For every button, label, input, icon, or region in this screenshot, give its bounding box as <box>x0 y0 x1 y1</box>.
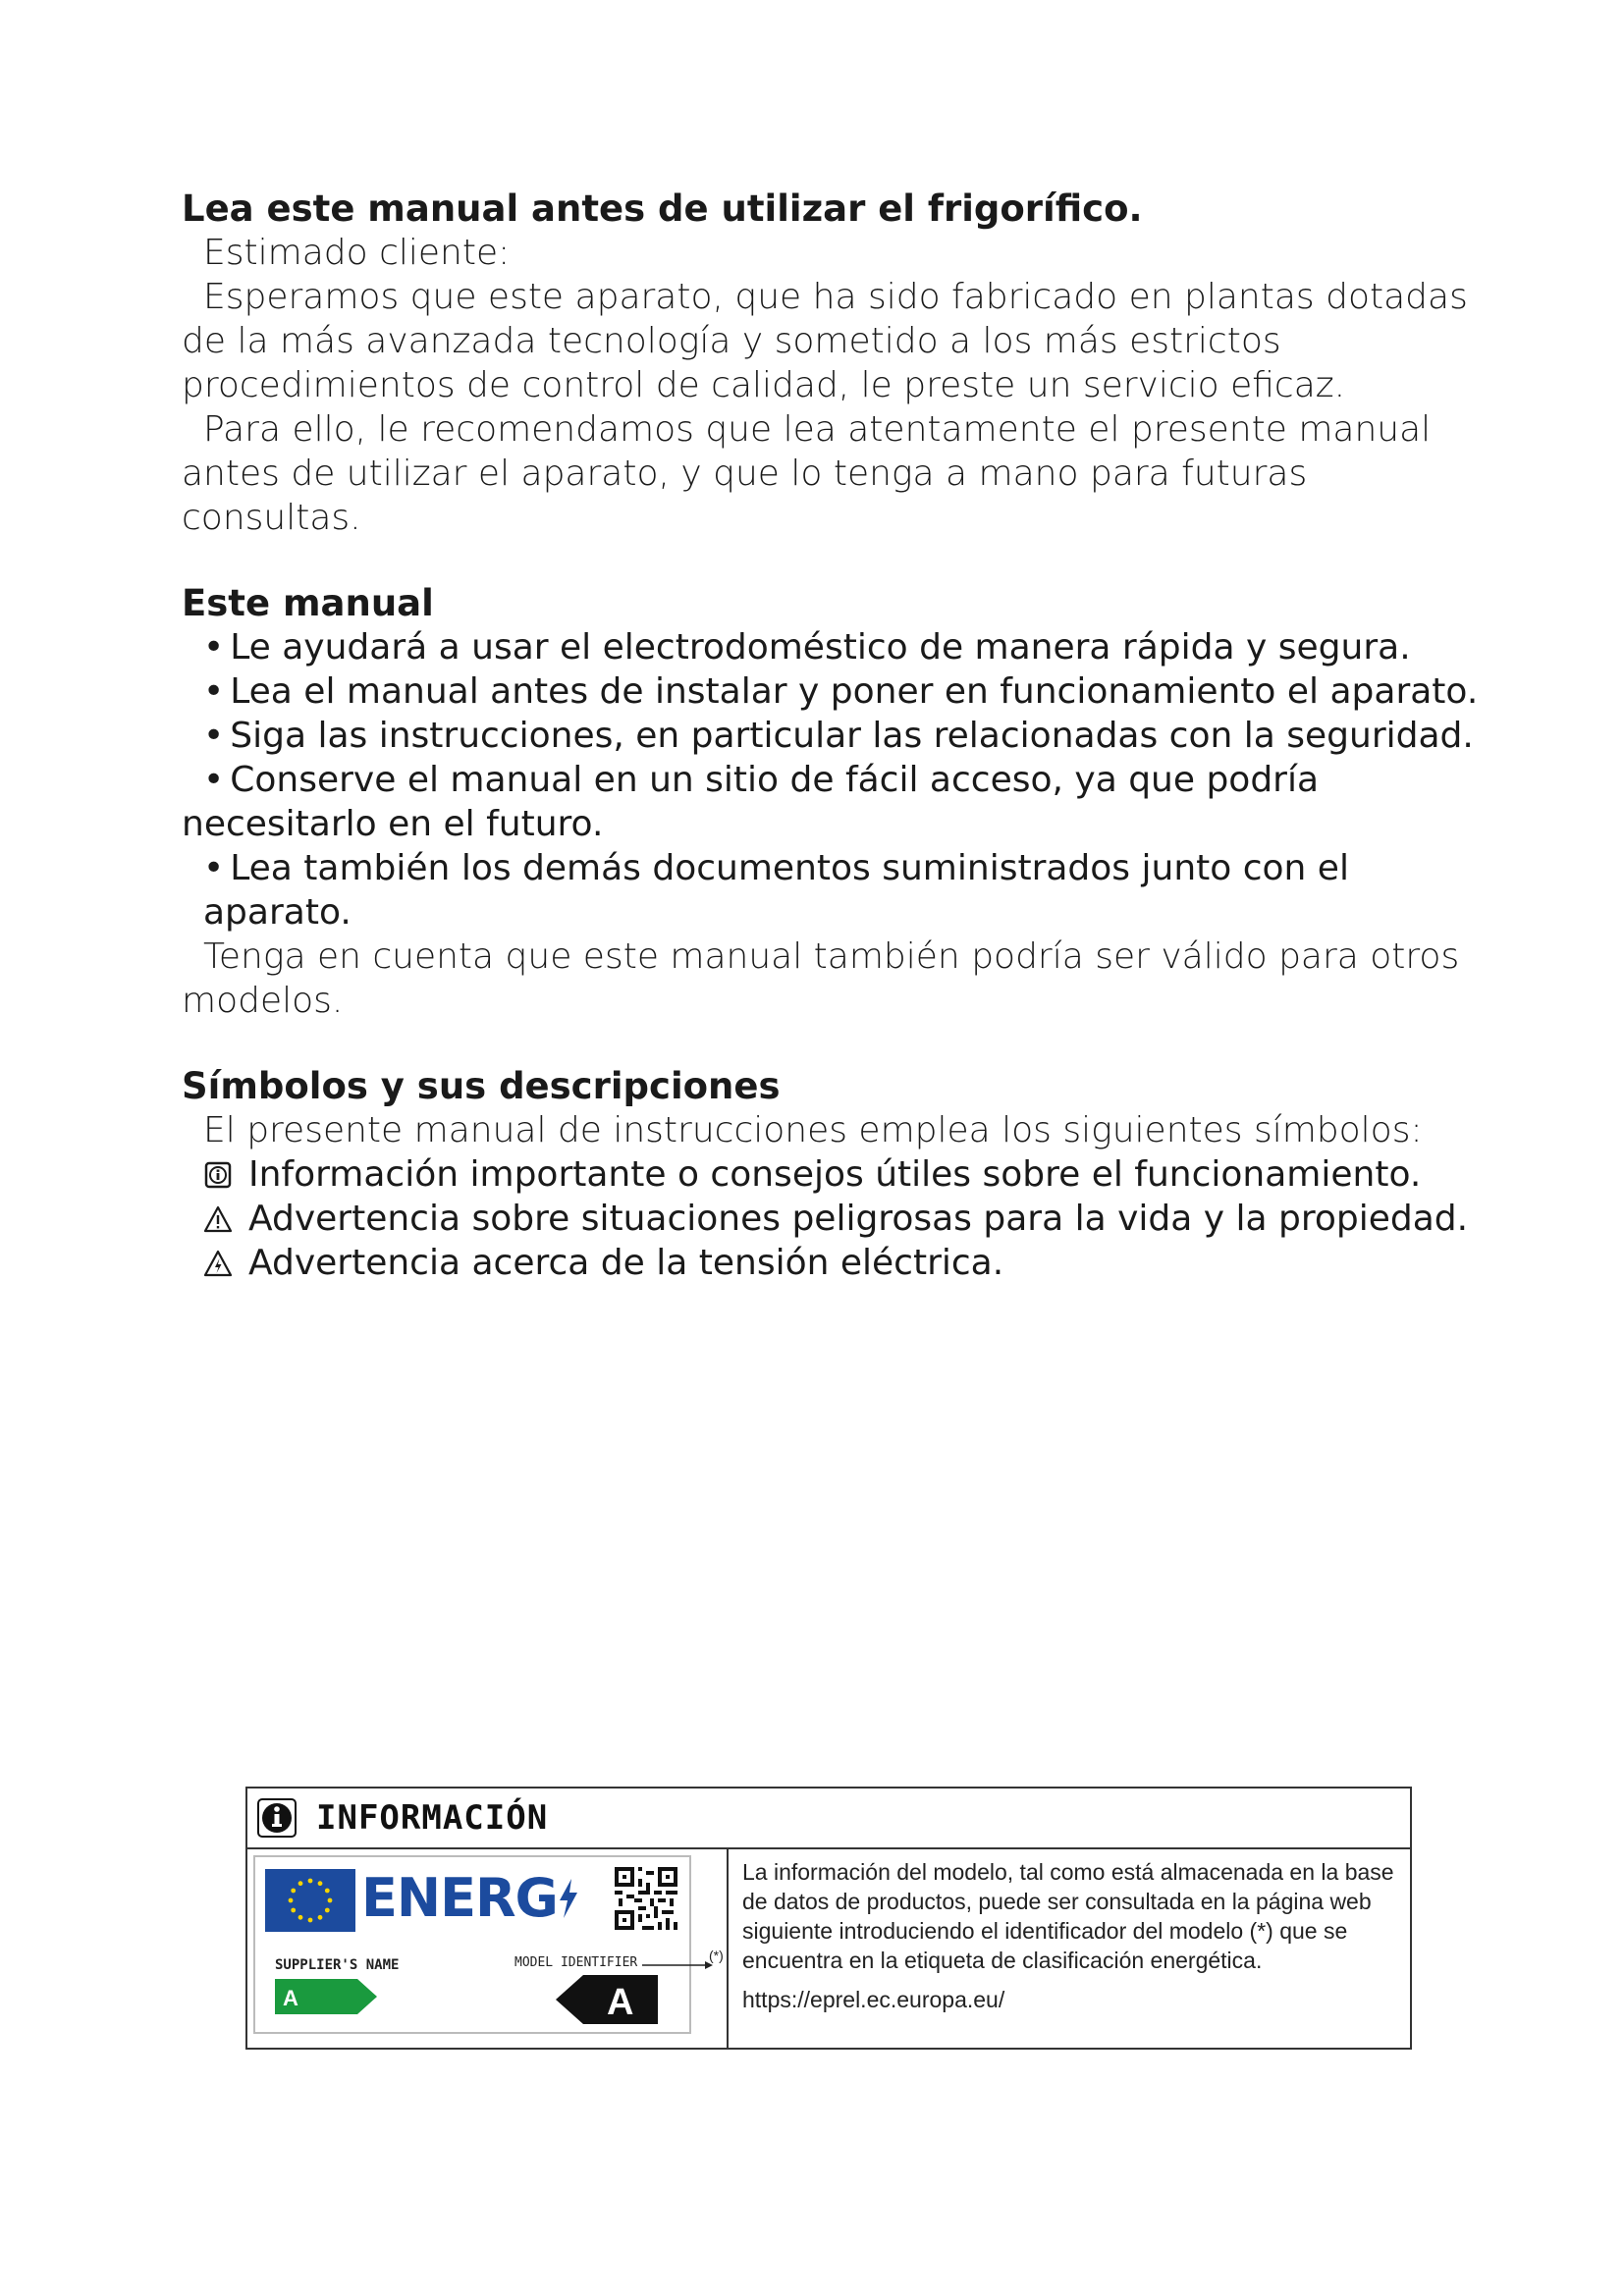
energy-label-wordmark: ENERG <box>361 1869 579 1928</box>
energy-class-arrow-small <box>275 1979 377 2014</box>
manual-note: Tenga en cuenta que este manual también podría ser válido para otros modelos. <box>182 936 1460 1021</box>
model-identifier-note: (*) <box>709 1948 724 1963</box>
intro-paragraph-2: Para ello, le recomendamos que lea atentamente el presente manual antes de utilizar el aparato, y que lo tenga a mano para futuras consultas. <box>182 409 1432 538</box>
lightning-icon <box>558 1877 579 1920</box>
list-item: • Lea el manual antes de instalar y poner en funcionamiento el aparato. <box>203 671 1479 712</box>
list-item: • Le ayudará a usar el electrodoméstico de manera rápida y segura. <box>203 627 1411 667</box>
info-icon <box>257 1798 297 1838</box>
eu-flag-bg <box>265 1869 355 1932</box>
qr-code-icon <box>615 1867 677 1930</box>
symbol-text: Advertencia acerca de la tensión eléctrica. <box>248 1243 1004 1283</box>
greeting: Estimado cliente: <box>203 233 511 273</box>
intro-paragraph-1: Esperamos que este aparato, que ha sido fabricado en plantas dotadas de la más avanzada tecnología y sometido a los más estrictos procedimientos de control de calidad, le preste un servicio eficaz. <box>182 277 1468 405</box>
symbols-intro: El presente manual de instrucciones emplea los siguientes símbolos: <box>203 1110 1423 1150</box>
manual-bullet-list <box>182 625 1497 934</box>
info-icon <box>203 1160 233 1190</box>
model-identifier: MODEL IDENTIFIER <box>514 1955 638 1970</box>
energy-class-arrow-big <box>556 1975 658 2024</box>
symbol-text: Información importante o consejos útiles sobre el funcionamiento. <box>248 1154 1422 1195</box>
list-item: • Conserve el manual en un sitio de fácil acceso, ya que podría necesitarlo en el futuro. <box>182 760 1320 844</box>
symbols-section-title: Símbolos y sus descripciones <box>182 1065 781 1107</box>
class-a-small-letter: A <box>283 1986 298 2010</box>
warning-icon <box>203 1249 233 1278</box>
manual-section-title: Este manual <box>182 582 434 624</box>
arrow-right-icon <box>642 1961 713 1969</box>
intro-title: Lea este manual antes de utilizar el frigorífico. <box>182 187 1143 230</box>
information-box <box>245 1787 1412 2050</box>
eprel-link[interactable]: https://eprel.ec.europa.eu/ <box>742 1987 1005 2012</box>
info-box-description: La información del modelo, tal como está almacenada en la base de datos de productos, puede ser consultada en la página web siguiente introduciendo el identificador del modelo (*) que se encuentra en la etiqueta de clasificación energética. <box>742 1859 1394 1973</box>
symbol-row-info <box>182 1152 1497 1197</box>
list-item: • Siga las instrucciones, en particular las relacionadas con la seguridad. <box>203 716 1474 756</box>
symbol-row-electric-warning <box>182 1241 1497 1285</box>
supplier-name: SUPPLIER'S NAME <box>275 1957 400 1973</box>
manual-content <box>182 187 1497 1285</box>
info-box-title: INFORMACIÓN <box>316 1798 549 1838</box>
info-box-body <box>247 1849 1410 2048</box>
symbol-row-warning <box>182 1197 1497 1241</box>
class-a-big-letter: A <box>607 1982 634 2023</box>
info-box-text <box>729 1849 1410 2048</box>
info-box-header <box>247 1789 1410 1849</box>
energy-label <box>253 1855 691 2034</box>
eu-flag-icon <box>265 1869 355 1932</box>
symbol-text: Advertencia sobre situaciones peligrosas para la vida y la propiedad. <box>248 1199 1469 1239</box>
energy-label-area <box>247 1849 729 2048</box>
list-item: • Lea también los demás documentos suministrados junto con el aparato. <box>203 848 1349 933</box>
warning-icon <box>203 1204 233 1234</box>
